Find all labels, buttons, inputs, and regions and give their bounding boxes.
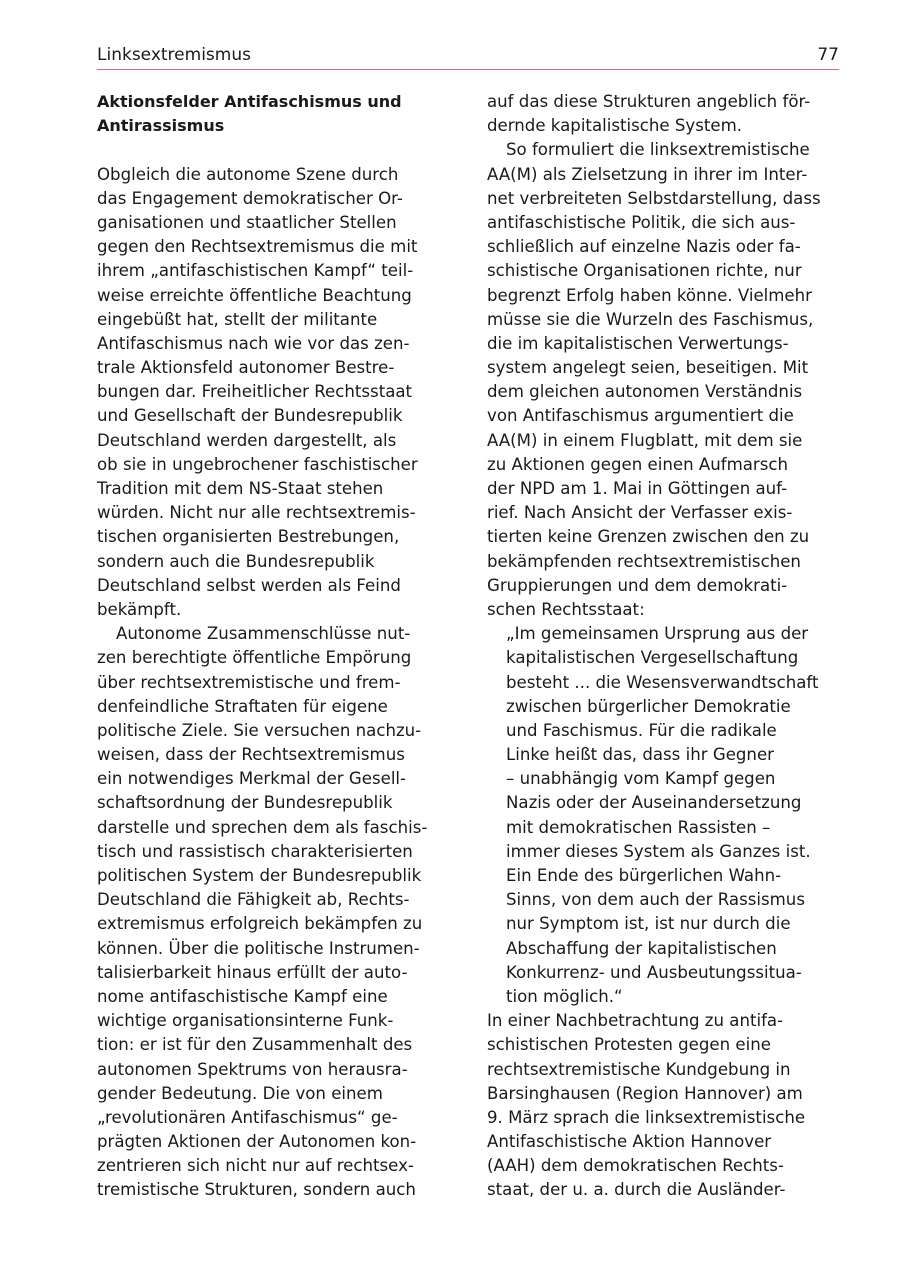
text-line: zu Aktionen gegen einen Aufmarsch (487, 454, 789, 474)
text-line: Barsinghausen (Region Hannover) am (487, 1083, 803, 1103)
text-line: der NPD am 1. Mai in Göttingen auf- (487, 479, 788, 498)
text-line: talisierbarkeit hinaus erfüllt der auto- (97, 962, 408, 982)
text-line: prägten Aktionen der Autonomen kon- (97, 1132, 417, 1152)
text-line: müsse sie die Wurzeln des Faschismus, (487, 309, 814, 329)
text-line: rief. Nach Ansicht der Verfasser exis- (487, 503, 793, 523)
text-line: So formuliert die linksextremistische (506, 140, 810, 160)
quote-line: „Im gemeinsamen Ursprung aus der (506, 624, 809, 644)
text-line: extremismus erfolgreich bekämpfen zu (97, 914, 423, 934)
text-line: schließlich auf einzelne Nazis oder fa- (487, 237, 801, 257)
text-line: ein notwendiges Merkmal der Gesell- (97, 769, 407, 789)
text-line: AA(M) als Zielsetzung in ihrer im Inter- (487, 164, 808, 184)
text-line: system angelegt seien, beseitigen. Mit (487, 358, 809, 378)
text-line: dernde kapitalistische System. (487, 116, 743, 136)
text-line: Tradition mit dem NS-Staat stehen (97, 479, 384, 498)
text-line: auf das diese Strukturen angeblich för- (487, 92, 811, 111)
text-line: Autonome Zusammenschlüsse nut- (116, 624, 411, 644)
text-line: politischen System der Bundesrepublik (97, 866, 422, 885)
text-line: trale Aktionsfeld autonomer Bestre- (97, 358, 395, 378)
text-line: das Engagement demokratischer Or- (97, 188, 403, 208)
continuation-paragraph (487, 90, 839, 138)
header-rule (97, 69, 839, 70)
quote-line: zwischen bürgerlicher Demokratie (506, 696, 791, 716)
text-line: Deutschland selbst werden als Feind (97, 575, 401, 595)
spacer (97, 138, 449, 162)
quote-line: – unabhängig vom Kampf gegen (506, 769, 776, 789)
page-number: 77 (817, 45, 839, 65)
paragraph-1 (97, 163, 449, 623)
text-line: Deutschland die Fähigkeit ab, Rechts- (97, 890, 410, 910)
text-line: schen Rechtsstaat: (487, 599, 645, 619)
text-line: bekämpft. (97, 599, 182, 619)
text-line: wichtige organisationsinterne Funk- (97, 1011, 394, 1031)
text-line: über rechtsextremistische und frem- (97, 672, 401, 692)
quote-line: und Faschismus. Für die radikale (506, 720, 777, 740)
left-column (97, 90, 449, 1203)
text-line: zen berechtigte öffentliche Empörung (97, 648, 412, 668)
quote-line: Sinns, von dem auch der Rassismus (506, 890, 805, 910)
text-line: (AAH) dem demokratischen Rechts- (487, 1156, 784, 1176)
text-line: denfeindliche Straftaten für eigene (97, 696, 388, 716)
text-line: bungen dar. Freiheitlicher Rechtsstaat (97, 382, 413, 402)
quote-line: tion möglich.“ (506, 986, 623, 1006)
heading-line: Aktionsfelder Antifaschismus und (97, 92, 402, 111)
text-line: gegen den Rechtsextremismus die mit (97, 237, 418, 257)
text-line: AA(M) in einem Flugblatt, mit dem sie (487, 430, 803, 450)
quote-line: Nazis oder der Auseinandersetzung (506, 793, 802, 813)
text-line: tierten keine Grenzen zwischen den zu (487, 527, 810, 547)
text-line: Antifaschistische Aktion Hannover (487, 1132, 772, 1152)
paragraph-3 (487, 138, 839, 622)
text-line: tion: er ist für den Zusammenhalt des (97, 1035, 413, 1055)
quote-line: Ein Ende des bürgerlichen Wahn- (506, 866, 782, 885)
paragraph-2 (97, 622, 449, 1203)
text-line: staat, der u. a. durch die Ausländer- (487, 1180, 786, 1200)
quote-line: Konkurrenz- und Ausbeutungssitua- (506, 962, 802, 982)
text-line: 9. März sprach die linksextremistische (487, 1107, 806, 1127)
text-line: sondern auch die Bundesrepublik (97, 551, 375, 571)
text-line: von Antifaschismus argumentiert die (487, 406, 794, 426)
text-line: Antifaschismus nach wie vor das zen- (97, 333, 410, 353)
quote-line: kapitalistischen Vergesellschaftung (506, 648, 799, 668)
quote-line: nur Symptom ist, ist nur durch die (506, 914, 791, 934)
text-line: tremistische Strukturen, sondern auch (97, 1180, 416, 1200)
running-header-title: Linksextremismus (97, 45, 251, 65)
text-line: autonomen Spektrums von herausra- (97, 1059, 408, 1079)
text-line: „revolutionären Antifaschismus“ ge- (97, 1107, 398, 1127)
text-line: würden. Nicht nur alle rechtsextremis- (97, 503, 416, 523)
text-line: und Gesellschaft der Bundesrepublik (97, 406, 403, 426)
text-line: rechtsextremistische Kundgebung in (487, 1059, 791, 1079)
text-line: die im kapitalistischen Verwertungs- (487, 333, 789, 353)
text-line: ihrem „antifaschistischen Kampf“ teil- (97, 261, 414, 281)
block-quote (487, 622, 839, 1009)
text-line: weisen, dass der Rechtsextremismus (97, 745, 405, 765)
text-line: ganisationen und staatlicher Stellen (97, 212, 397, 232)
text-line: net verbreiteten Selbstdarstellung, dass (487, 188, 821, 208)
text-line: weise erreichte öffentliche Beachtung (97, 285, 412, 305)
text-line: Obgleich die autonome Szene durch (97, 164, 399, 184)
text-line: schistische Organisationen richte, nur (487, 261, 802, 281)
text-line: bekämpfenden rechtsextremistischen (487, 551, 801, 571)
text-line: tischen organisierten Bestrebungen, (97, 527, 400, 547)
paragraph-4 (487, 1009, 839, 1203)
text-line: antifaschistische Politik, die sich aus- (487, 212, 796, 232)
quote-line: Linke heißt das, dass ihr Gegner (506, 745, 774, 765)
text-line: tisch und rassistisch charakterisierten (97, 841, 413, 861)
text-line: nome antifaschistische Kampf eine (97, 986, 388, 1006)
running-header (97, 44, 839, 68)
quote-line: immer dieses System als Ganzes ist. (506, 841, 811, 861)
quote-line: besteht ... die Wesensverwandtschaft (506, 672, 819, 692)
text-line: begrenzt Erfolg haben könne. Vielmehr (487, 285, 812, 305)
text-line: gender Bedeutung. Die von einem (97, 1083, 383, 1103)
text-line: Deutschland werden dargestellt, als (97, 430, 397, 450)
text-line: eingebüßt hat, stellt der militante (97, 309, 378, 329)
right-column (487, 90, 839, 1203)
heading-line: Antirassismus (97, 116, 225, 136)
text-line: ob sie in ungebrochener faschistischer (97, 454, 418, 474)
text-line: zentrieren sich nicht nur auf rechtsex- (97, 1156, 414, 1176)
quote-line: mit demokratischen Rassisten – (506, 817, 771, 837)
text-line: politische Ziele. Sie versuchen nachzu- (97, 720, 422, 740)
section-heading (97, 90, 449, 138)
text-line: schaftsordnung der Bundesrepublik (97, 793, 393, 813)
quote-line: Abschaffung der kapitalistischen (506, 938, 777, 958)
text-line: In einer Nachbetrachtung zu antifa- (487, 1011, 784, 1031)
text-line: darstelle und sprechen dem als faschis- (97, 817, 428, 837)
text-line: können. Über die politische Instrumen- (97, 938, 420, 958)
text-line: dem gleichen autonomen Verständnis (487, 382, 803, 402)
text-line: Gruppierungen und dem demokrati- (487, 575, 788, 595)
text-line: schistischen Protesten gegen eine (487, 1035, 771, 1055)
